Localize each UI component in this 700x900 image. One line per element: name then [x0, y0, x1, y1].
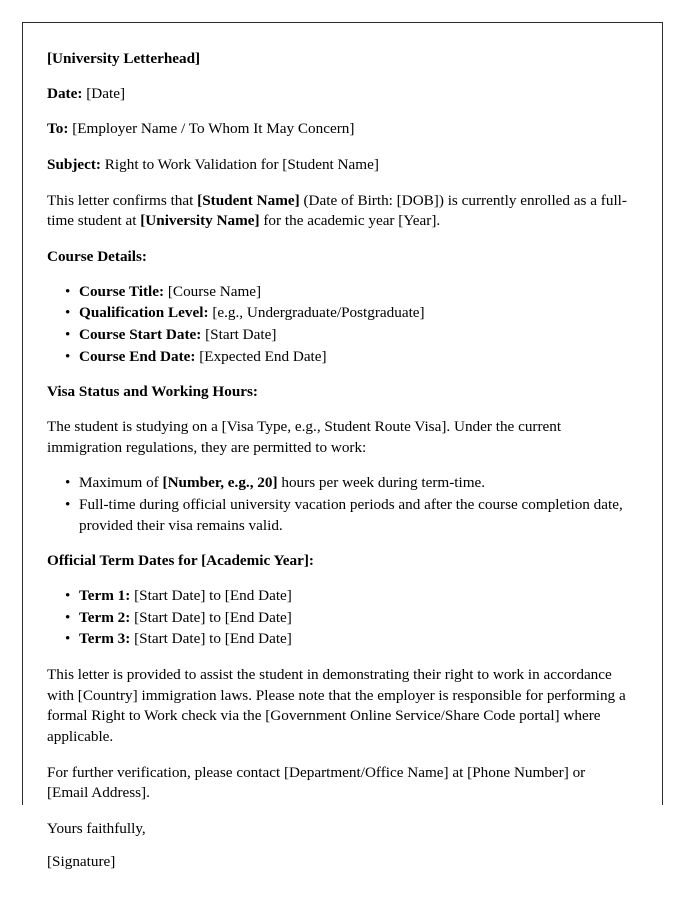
date-value: [Date] [86, 84, 126, 102]
course-details-heading: Course Details: [47, 248, 147, 266]
working-hours-prefix: Maximum of [79, 474, 163, 492]
term-dates-heading: Official Term Dates for [Academic Year]: [47, 552, 314, 570]
intro-part1: This letter confirms that [47, 191, 198, 209]
qualification-level-label: Qualification Level: [79, 304, 209, 322]
subject-line [47, 155, 628, 176]
term-3-label: Term 3: [79, 630, 131, 648]
course-start-date-value: [Start Date] [205, 326, 277, 344]
working-hours-list [47, 473, 628, 536]
course-title-label: Course Title: [79, 282, 165, 300]
list-item [47, 629, 628, 650]
vacation-work-text: Full-time during official university vacation periods and after the course completion date, provided their visa remains valid. [79, 496, 623, 534]
subject-label: Subject: [47, 156, 101, 174]
date-line [47, 84, 628, 105]
letter-page [22, 22, 663, 870]
list-item [47, 303, 628, 324]
visa-status-heading: Visa Status and Working Hours: [47, 383, 258, 401]
recipient-line [47, 119, 628, 140]
term-1-label: Term 1: [79, 587, 131, 605]
sign-off: Yours faithfully, [47, 820, 146, 838]
intro-paragraph [47, 191, 628, 232]
list-item [47, 473, 628, 494]
course-end-date-label: Course End Date: [79, 347, 196, 365]
intro-university-name: [University Name] [140, 212, 260, 230]
list-item [47, 495, 628, 536]
term-dates-list [47, 586, 628, 650]
to-value: [Employer Name / To Whom It May Concern] [72, 120, 355, 138]
verification-contact-paragraph: For further verification, please contact [Department/Office Name] at [Phone Number] or [Email Address]. [47, 763, 586, 802]
list-item [47, 608, 628, 629]
course-title-value: [Course Name] [167, 282, 262, 300]
subject-value: Right to Work Validation for [Student Name] [104, 156, 379, 174]
working-hours-suffix: hours per week during term-time. [277, 474, 486, 492]
to-label: To: [47, 120, 69, 138]
working-hours-number: [Number, e.g., 20] [162, 474, 278, 492]
list-item [47, 586, 628, 607]
qualification-level-value: [e.g., Undergraduate/Postgraduate] [212, 304, 425, 322]
intro-student-name: [Student Name] [197, 191, 300, 209]
visa-status-paragraph: The student is studying on a [Visa Type, e.g., Student Route Visa]. Under the current immigration regulations, they are permitted to work: [47, 418, 562, 456]
letter-body [23, 23, 662, 872]
course-end-date-value: [Expected End Date] [199, 347, 327, 365]
term-1-value: [Start Date] to [End Date] [134, 587, 292, 605]
signature-placeholder: [Signature] [47, 852, 116, 870]
term-2-value: [Start Date] to [End Date] [134, 608, 292, 626]
intro-part2: (Date of Birth: [DOB]) is currently enrolled as a full-time student at [47, 191, 627, 230]
date-label: Date: [47, 84, 83, 102]
right-to-work-check-paragraph: This letter is provided to assist the student in demonstrating their right to work in accordance with [Country] immigration laws. Please note that the employer is responsible for performing a formal Right to Work check via the [Government Online Service/Share Code portal] where applicable. [47, 666, 626, 746]
term-3-value: [Start Date] to [End Date] [134, 630, 292, 648]
intro-part3: for the academic year [Year]. [259, 212, 441, 230]
list-item [47, 282, 628, 303]
list-item [47, 325, 628, 346]
university-letterhead: [University Letterhead] [47, 50, 201, 67]
course-start-date-label: Course Start Date: [79, 326, 202, 344]
course-details-list [47, 282, 628, 368]
term-2-label: Term 2: [79, 608, 131, 626]
list-item [47, 347, 628, 368]
